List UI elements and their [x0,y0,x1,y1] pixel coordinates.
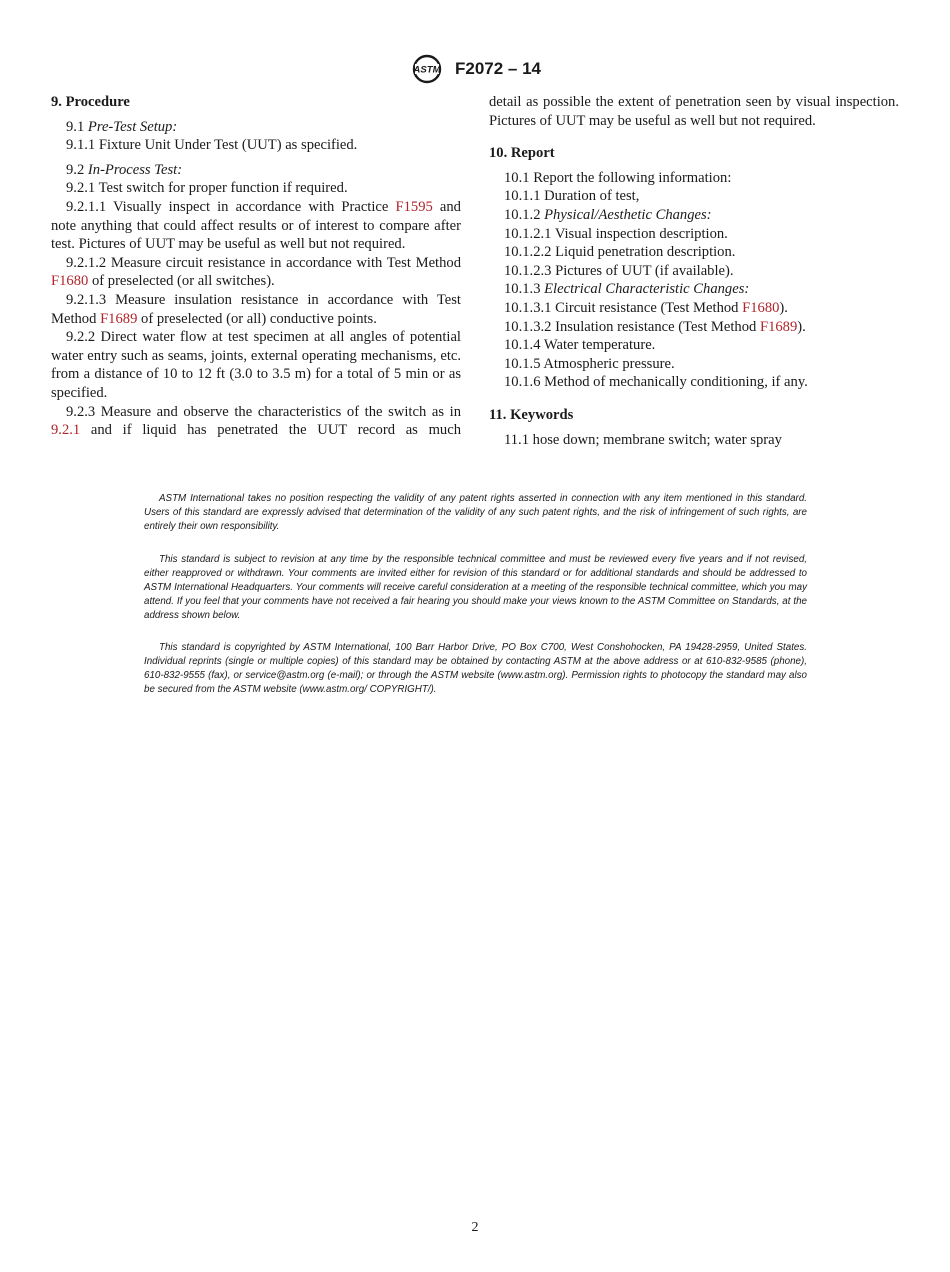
section-9-2-1-3: 9.2.1.3 Measure insulation resistance in accordance with Test Method F1689 of preselected (or all) conductive points. [51,291,461,327]
section-9-2-3: 9.2.3 Measure and observe the characteristics of the switch as in 9.2.1 and if liquid has penetrated the UUT record as much [51,403,461,439]
section-10-1-1: 10.1.1 Duration of test, [504,188,640,205]
link-f1595[interactable]: F1595 [395,198,433,215]
section-10-1-2-1: 10.1.2.1 Visual inspection description. [504,225,728,242]
standard-designation: F2072 – 14 [454,59,541,78]
link-f1680[interactable]: F1680 [51,273,89,290]
section-9-2-1-2: 9.2.1.2 Measure circuit resistance in accordance with Test Method F1680 of preselected (or all switches). [51,254,461,290]
section-9-1-1: 9.1.1 Fixture Unit Under Test (UUT) as specified. [66,137,358,154]
page-header [0,54,950,84]
section-10-1-6: 10.1.6 Method of mechanically conditioning, if any. [504,374,808,391]
section-10-1-3-1: 10.1.3.1 Circuit resistance (Test Method F1680). [504,299,788,316]
svg-text:ASTM: ASTM [413,64,441,76]
link-9-2-1[interactable]: 9.2.1 [51,422,81,439]
patent-notice: ASTM International takes no position respecting the validity of any patent rights asserted in connection with any item mentioned in this standard. Users of this standard are expressly advised that determination of the validity of any such patent rights, and the risk of infringement of such rights, are entirely their own responsibility. [144,493,807,532]
section-9-2: 9.2 In-Process Test: [66,161,183,178]
section-10-1: 10.1 Report the following information: [504,169,732,186]
section-9-2-3-continued: detail as possible the extent of penetration seen by visual inspection. Pictures of UUT may be useful as well but not required. [489,94,899,129]
link-f1689[interactable]: F1689 [100,310,138,327]
section-9-2-2: 9.2.2 Direct water flow at test specimen at all angles of potential water entry such as seams, joints, external operating mechanisms, etc. from a distance of 10 to 12 ft (3.0 to 3.5 m) for a total of 5 min or as specified. [51,329,461,401]
link-f1680[interactable]: F1680 [742,299,780,316]
section-10-heading: 10. Report [489,145,555,162]
section-10-1-3: 10.1.3 Electrical Characteristic Changes: [504,281,750,298]
copyright-notice: This standard is copyrighted by ASTM International, 100 Barr Harbor Drive, PO Box C700, West Conshohocken, PA 19428-2959, United States. Individual reprints (single or multiple copies) of this standard may be obtained by contacting ASTM at the above address or at 610-832-9585 (phone), 610-832-9555 (fax), or service@astm.org (e-mail); or through the ASTM website (www.astm.org). Permission rights to photocopy the standard may also be secured from the ASTM website (www.astm.org/ COPYRIGHT/). [144,642,807,695]
section-9-1: 9.1 Pre-Test Setup: [66,118,178,135]
section-9-2-1: 9.2.1 Test switch for proper function if required. [66,180,348,197]
section-10-1-5: 10.1.5 Atmospheric pressure. [504,355,675,372]
section-10-1-2-2: 10.1.2.2 Liquid penetration description. [504,244,736,261]
left-column [51,93,461,440]
link-f1689[interactable]: F1689 [759,318,798,335]
section-9-heading: 9. Procedure [51,94,130,110]
page-number: 2 [471,1220,479,1235]
section-11-heading: 11. Keywords [489,406,574,423]
revision-notice: This standard is subject to revision at any time by the responsible technical committee and must be reviewed every five years and if not revised, either reapproved or withdrawn. Your comments are invited either for revision of this standard or for additional standards and should be addressed to ASTM International Headquarters. Your comments will receive careful consideration at a meeting of the responsible technical committee, which you may attend. If you feel that your comments have not received a fair hearing you should make your views known to the ASTM Committee on Standards, at the address shown below. [144,554,807,621]
section-9-2-1-1: 9.2.1.1 Visually inspect in accordance with Practice F1595 and note anything that could affect results or of interest to compare after test. Pictures of UUT may be useful as well but not required. [51,198,461,253]
section-10-1-3-2: 10.1.3.2 Insulation resistance (Test Method F1689). [504,318,806,335]
section-11-1: 11.1 hose down; membrane switch; water spray [504,431,782,448]
section-10-1-2-3: 10.1.2.3 Pictures of UUT (if available). [504,262,734,279]
right-column [489,93,899,449]
section-10-1-2: 10.1.2 Physical/Aesthetic Changes: [504,206,712,223]
section-10-1-4: 10.1.4 Water temperature. [504,337,656,354]
astm-logo [409,54,445,84]
